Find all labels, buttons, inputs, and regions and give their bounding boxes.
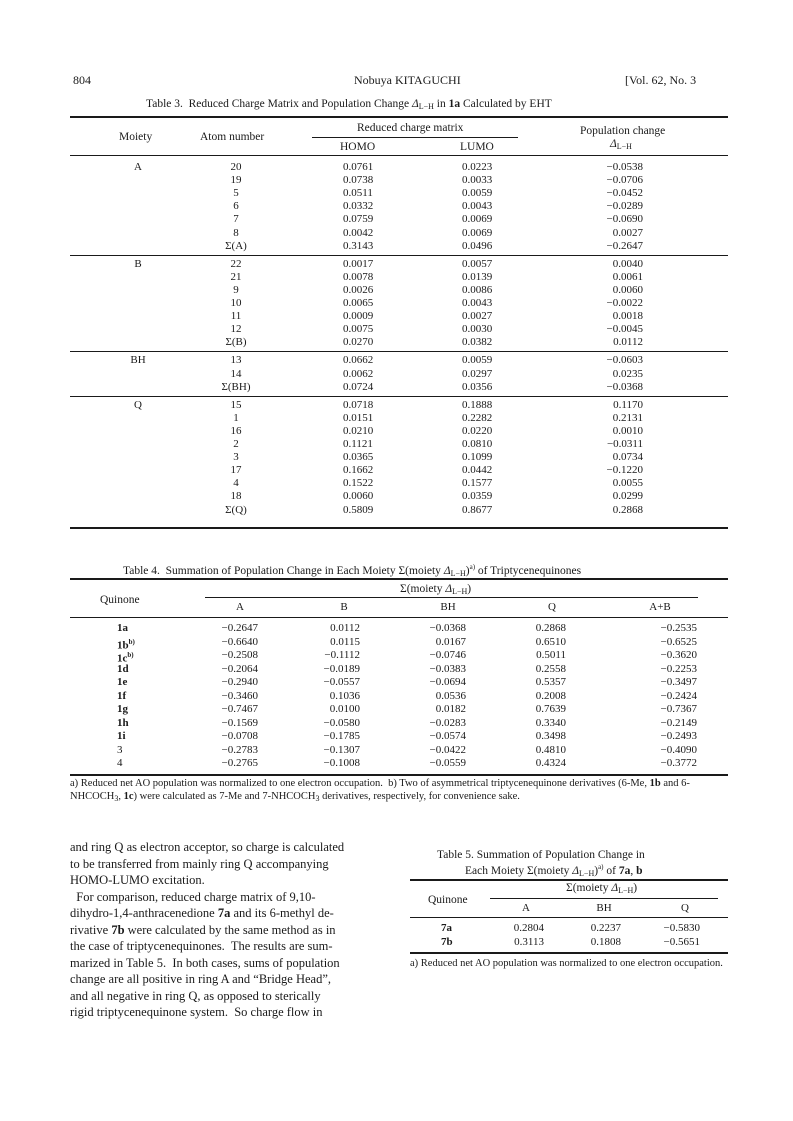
table3-homo-value: 0.0718 <box>343 398 374 411</box>
table3-homo-value: 0.0511 <box>343 187 373 200</box>
table3-homo-value: 0.0017 <box>343 257 374 270</box>
table3-homo-value: 0.0332 <box>343 200 374 213</box>
table4-value: −0.0746 <box>429 649 466 661</box>
body-line: rivative 7b were calculated by the same method as in <box>70 922 336 937</box>
table4-value: −0.2940 <box>221 676 258 688</box>
table5-caption-line1: Table 5. Summation of Population Change in <box>437 849 645 861</box>
table4-quinone-id: 1a <box>117 622 128 634</box>
table3-lumo-value: 0.0069 <box>462 213 493 226</box>
table4-col-q: Q <box>548 601 556 613</box>
table3-header-rule <box>70 155 728 156</box>
table4-value: −0.7367 <box>660 703 697 715</box>
table3-atom-number: Σ(B) <box>225 336 247 349</box>
table4-value: −0.0383 <box>429 662 466 675</box>
table3-lumo-value: 0.0033 <box>462 174 493 187</box>
table4-quinone-id: 1h <box>117 716 129 729</box>
body-line: to be transferred from mainly ring Q accompanying <box>70 856 329 871</box>
table3-homo-value: 0.0662 <box>343 354 374 367</box>
table5-quinone-id: 7a <box>441 922 452 934</box>
table3-lumo-value: 0.0139 <box>462 270 493 283</box>
table3-moiety-label: A <box>134 161 142 173</box>
table4-col-b: B <box>340 601 348 613</box>
table4-value: 0.2008 <box>535 689 566 702</box>
table3-lumo-value: 0.1099 <box>462 451 493 464</box>
table4-value: −0.2783 <box>221 743 258 756</box>
body-line: For comparison, reduced charge matrix of 9,10- <box>70 889 316 904</box>
table3-pop-value: −0.0538 <box>606 161 643 173</box>
table5-col-quinone: Quinone <box>428 894 468 906</box>
table3-atom-number: 6 <box>233 200 239 213</box>
table3-homo-value: 0.0210 <box>343 424 374 437</box>
table4-value: −0.1112 <box>324 649 360 661</box>
table3-homo-value: 0.0078 <box>343 270 374 283</box>
table4-value: −0.1008 <box>323 757 360 769</box>
table5-value: 0.1808 <box>590 935 621 948</box>
body-line: the case of triptycenequinones. The results are sum- <box>70 939 333 953</box>
table4-value: −0.0189 <box>323 662 360 675</box>
table3-homo-value: 0.0060 <box>343 490 374 503</box>
table3-homo-value: 0.0724 <box>343 380 374 393</box>
table4-value: −0.4090 <box>660 743 697 756</box>
table3-atom-number: 9 <box>233 283 239 296</box>
table4-value: −0.0283 <box>429 716 466 729</box>
table4-value: 0.0167 <box>435 635 466 648</box>
table5-header-rule <box>410 917 728 918</box>
table4-value: −0.3772 <box>660 757 697 769</box>
table3-homo-value: 0.0062 <box>343 367 374 380</box>
table3-pop-value: −0.1220 <box>606 464 643 477</box>
table3-lumo-value: 0.0297 <box>462 367 493 380</box>
table4-value: −0.0694 <box>429 676 466 688</box>
table3-lumo-value: 0.0810 <box>462 438 493 450</box>
table3-pop-value: 0.2131 <box>612 411 643 424</box>
table4-bottom-rule <box>70 774 728 776</box>
table3-top-rule <box>70 116 728 118</box>
table4-value: 0.3340 <box>535 716 566 729</box>
table3-homo-value: 0.0075 <box>343 323 374 336</box>
table4-value: −0.0574 <box>429 730 466 742</box>
body-text <box>70 839 395 1021</box>
table3-homo-value: 0.0065 <box>343 297 374 309</box>
body-line: and all negative in ring Q, as opposed to sterically <box>70 988 321 1003</box>
table3-pop-value: −0.0603 <box>606 354 643 367</box>
table3-moiety-label: BH <box>130 354 146 367</box>
table3-col-homo: HOMO <box>340 141 376 153</box>
table3-pop-value: −0.2647 <box>606 239 643 252</box>
table3-atom-number: 16 <box>230 424 242 437</box>
table3-homo-value: 0.1662 <box>343 464 374 477</box>
table4-value: −0.3460 <box>221 689 258 702</box>
table5-sub-rule <box>490 898 718 899</box>
table4-col-bh: BH <box>440 601 456 613</box>
table3-lumo-value: 0.0059 <box>462 354 493 367</box>
table3-lumo-value: 0.8677 <box>462 503 493 516</box>
table3-lumo-value: 0.0359 <box>462 490 493 503</box>
table5-col-q: Q <box>681 902 689 914</box>
table3-atom-number: 8 <box>233 226 239 239</box>
table3-lumo-value: 0.0382 <box>462 336 493 349</box>
table4-value: −0.0580 <box>323 716 360 729</box>
table4-value: −0.7467 <box>221 703 258 715</box>
table3-moiety-label: Q <box>134 398 142 411</box>
table5-value: 0.2237 <box>590 922 621 934</box>
table3-caption: Table 3. Reduced Charge Matrix and Population Change $\Delta_{L-H}$ in 1a Calculated by EHT <box>146 98 552 111</box>
table3-pop-value: −0.0311 <box>606 438 643 450</box>
table4-header-rule <box>70 617 728 618</box>
body-line: change are all positive in ring A and “Bridge Head”, <box>70 972 332 986</box>
table3-homo-value: 0.0761 <box>343 161 374 173</box>
table4-value: −0.3497 <box>660 676 697 688</box>
table5-footnote: a) Reduced net AO population was normalized to one electron occupation. <box>410 958 723 969</box>
table4-value: −0.0708 <box>221 730 258 742</box>
table4-value: −0.1307 <box>323 743 360 756</box>
table4-value: −0.2535 <box>660 622 697 634</box>
table3-col-pop-symbol: $\Delta_{L-H}$ <box>610 138 632 151</box>
table4-value: −0.2149 <box>660 716 697 729</box>
table5-value: −0.5651 <box>663 935 700 948</box>
table3-pop-value: 0.0734 <box>612 451 643 464</box>
table3-atom-number: 17 <box>230 464 242 477</box>
table4-value: 0.2558 <box>535 662 566 675</box>
table4-value: 0.4324 <box>535 757 566 769</box>
table3-pop-value: −0.0690 <box>606 213 643 226</box>
table3-atom-number: 5 <box>233 187 239 200</box>
table5-caption-line2: Each Moiety Σ(moiety $\Delta_{L-H})^{a)}$ of 7a, b <box>465 863 643 878</box>
table4-value: −0.0422 <box>429 743 466 756</box>
table3-group-rule <box>70 351 728 352</box>
table5-col-sum: Σ(moiety $\Delta_{L-H}$) <box>566 882 638 895</box>
table3-atom-number: 21 <box>230 270 242 283</box>
table4-value: 0.4810 <box>535 743 566 756</box>
table4-value: −0.2493 <box>660 730 697 742</box>
table4-quinone-id: 4 <box>117 757 123 769</box>
table3-group-rule <box>70 255 728 256</box>
table3-lumo-value: 0.0356 <box>462 380 493 393</box>
table3-pop-value: 0.0055 <box>612 477 643 490</box>
table3-pop-value: 0.0018 <box>612 310 643 323</box>
table3-pop-value: −0.0368 <box>606 380 643 393</box>
table5-col-bh: BH <box>596 902 612 914</box>
table4-value: −0.6525 <box>660 635 697 648</box>
table4-quinone-id: $1c^{b)}$ <box>117 651 134 665</box>
table4-sub-rule <box>205 597 698 598</box>
table3-pop-value: 0.0112 <box>613 336 643 349</box>
table3-moiety-label: B <box>134 257 142 270</box>
table5-col-a: A <box>522 902 530 914</box>
table3-pop-value: −0.0022 <box>606 297 643 309</box>
table4-value: 0.0536 <box>435 689 466 702</box>
running-author: Nobuya KITAGUCHI <box>354 73 461 87</box>
table4-value: 0.7639 <box>535 703 566 715</box>
table5-quinone-id: 7b <box>441 935 453 948</box>
table3-pop-value: 0.0027 <box>612 226 643 239</box>
table3-lumo-value: 0.0069 <box>462 226 493 239</box>
table3-atom-number: 11 <box>230 310 242 323</box>
table4-quinone-id: 3 <box>117 743 123 756</box>
table3-pop-value: −0.0452 <box>606 187 643 200</box>
table4-col-sum: Σ(moiety $\Delta_{L-H}$) <box>400 583 472 596</box>
table3-col-rcm: Reduced charge matrix <box>357 122 464 134</box>
table3-pop-value: 0.0060 <box>612 283 643 296</box>
table3-lumo-value: 0.0027 <box>462 310 493 323</box>
table3-lumo-value: 0.1577 <box>462 477 493 490</box>
table4-quinone-id: 1g <box>117 703 128 715</box>
table3-pop-value: 0.0061 <box>612 270 643 283</box>
table3-homo-value: 0.1121 <box>343 438 373 450</box>
table3-pop-value: 0.0235 <box>612 367 643 380</box>
table4-value: 0.1036 <box>329 689 360 702</box>
table3-atom-number: Σ(BH) <box>221 380 251 393</box>
table3-lumo-value: 0.0223 <box>462 161 493 173</box>
table3-atom-number: 14 <box>230 367 242 380</box>
table3-lumo-value: 0.0030 <box>462 323 493 336</box>
table3-homo-value: 0.0151 <box>343 411 374 424</box>
table4-value: −0.2508 <box>221 649 258 661</box>
table3-pop-value: −0.0289 <box>606 200 643 213</box>
table4-col-aplusb: A+B <box>649 601 671 613</box>
table5-top-rule <box>410 879 728 881</box>
table3-atom-number: 13 <box>230 354 242 367</box>
table3-homo-value: 0.5809 <box>343 503 374 516</box>
table3-homo-value: 0.0738 <box>343 174 374 187</box>
table3-homo-value: 0.0042 <box>343 226 374 239</box>
body-line: HOMO-LUMO excitation. <box>70 873 205 887</box>
table4-top-rule <box>70 578 728 580</box>
table3-atom-number: Σ(Q) <box>225 503 247 516</box>
table3-homo-value: 0.3143 <box>343 239 374 252</box>
table3-atom-number: 18 <box>230 490 242 503</box>
table3-atom-number: 22 <box>230 257 242 270</box>
table3-lumo-value: 0.0442 <box>462 464 493 477</box>
table5-bottom-rule <box>410 952 728 954</box>
table4-footnote: a) Reduced net AO population was normalized to one electron occupation. b) Two of asymmetrical triptycenequinone derivatives (6-Me, 1b and $6-NHCOCH_3$, 1c) were calculated as 7-Me and $7-NHCOCH_3$ derivatives, respectively, for convenience sake. <box>70 778 690 803</box>
page-number: 804 <box>73 73 91 87</box>
table4-value: −0.6640 <box>221 635 258 648</box>
table3-lumo-value: 0.0057 <box>462 257 493 270</box>
table4-value: −0.2765 <box>221 757 258 769</box>
table4-quinone-id: 1e <box>117 676 128 688</box>
table3-pop-value: 0.2868 <box>612 503 643 516</box>
table4-value: 0.5357 <box>535 676 566 688</box>
table3-atom-number: 3 <box>233 451 239 464</box>
table3-lumo-value: 0.1888 <box>462 398 493 411</box>
table4-value: −0.0559 <box>429 757 466 769</box>
table4-value: 0.0100 <box>329 703 360 715</box>
table3-homo-value: 0.0009 <box>343 310 374 323</box>
table3-atom-number: 12 <box>230 323 242 336</box>
table3-lumo-value: 0.0496 <box>462 239 493 252</box>
table3-sub-rule <box>312 137 518 138</box>
table5-value: 0.2804 <box>513 922 544 934</box>
table3-atom-number: 10 <box>230 297 242 309</box>
table3-bottom-rule <box>70 527 728 529</box>
table4-value: 0.5011 <box>536 649 566 661</box>
table3-atom-number: 1 <box>233 411 239 424</box>
table3-atom-number: 7 <box>233 213 239 226</box>
table3-lumo-value: 0.0043 <box>462 200 493 213</box>
table3-col-lumo: LUMO <box>460 141 494 153</box>
table4-value: 0.0115 <box>330 635 360 648</box>
body-line: rigid triptycenequinone system. So charge flow in <box>70 1005 323 1019</box>
table4-col-quinone: Quinone <box>100 594 140 606</box>
table3-group-rule <box>70 396 728 397</box>
body-line: dihydro-1,4-anthracenedione 7a and its 6-methyl de- <box>70 906 334 920</box>
table3-atom-number: 2 <box>233 438 239 450</box>
table3-lumo-value: 0.0220 <box>462 424 493 437</box>
table3-pop-value: 0.0010 <box>612 424 643 437</box>
table3-lumo-value: 0.0086 <box>462 283 493 296</box>
table3-homo-value: 0.1522 <box>343 477 374 490</box>
table4-quinone-id: 1f <box>117 689 127 702</box>
table4-value: −0.2253 <box>660 662 697 675</box>
table3-pop-value: −0.0706 <box>606 174 643 187</box>
table4-value: −0.2064 <box>221 662 258 675</box>
table3-pop-value: −0.0045 <box>606 323 643 336</box>
table4-caption: Table 4. Summation of Population Change in Each Moiety Σ(moiety $\Delta_{L-H})^{a)}$ of Triptycenequinones <box>123 563 582 578</box>
table4-value: 0.6510 <box>535 635 566 648</box>
table3-atom-number: Σ(A) <box>225 239 247 252</box>
table4-value: −0.1569 <box>221 716 258 729</box>
table3-lumo-value: 0.0043 <box>462 297 493 309</box>
table4-quinone-id: 1i <box>117 730 126 742</box>
table3-pop-value: 0.0040 <box>612 257 643 270</box>
table3-lumo-value: 0.2282 <box>462 411 493 424</box>
table4-value: −0.2647 <box>221 622 258 634</box>
table3-homo-value: 0.0026 <box>343 283 374 296</box>
table4-quinone-id: $1b^{b)}$ <box>117 637 135 652</box>
table3-pop-value: 0.1170 <box>613 398 643 411</box>
table3-atom-number: 19 <box>230 174 242 187</box>
table4-value: 0.3498 <box>535 730 566 742</box>
table4-value: 0.0112 <box>330 622 360 634</box>
table3-atom-number: 15 <box>230 398 242 411</box>
table4-value: −0.0368 <box>429 622 466 634</box>
table4-value: 0.0182 <box>435 703 466 715</box>
table3-atom-number: 4 <box>233 477 239 490</box>
table5-value: −0.5830 <box>663 922 700 934</box>
table3-lumo-value: 0.0059 <box>462 187 493 200</box>
table3-col-pop: Population change <box>580 125 666 137</box>
body-line: marized in Table 5. In both cases, sums of population <box>70 955 340 970</box>
table4-value: −0.3620 <box>660 649 697 661</box>
table3-col-moiety: Moiety <box>119 131 153 143</box>
table3-homo-value: 0.0270 <box>343 336 374 349</box>
running-volume: [Vol. 62, No. 3 <box>625 73 697 87</box>
table4-value: −0.0557 <box>323 676 360 688</box>
table3-atom-number: 20 <box>230 161 242 173</box>
table4-value: 0.2868 <box>535 622 566 634</box>
table3-col-atom: Atom number <box>200 131 265 143</box>
table5-value: 0.3113 <box>514 935 544 948</box>
table4-col-a: A <box>236 601 244 613</box>
table4-value: −0.2424 <box>660 689 697 702</box>
table4-value: −0.1785 <box>323 730 360 742</box>
table3-homo-value: 0.0759 <box>343 213 374 226</box>
table3-pop-value: 0.0299 <box>612 490 643 503</box>
body-line: and ring Q as electron acceptor, so charge is calculated <box>70 840 345 854</box>
table3-homo-value: 0.0365 <box>343 451 374 464</box>
table4-quinone-id: 1d <box>117 662 129 675</box>
